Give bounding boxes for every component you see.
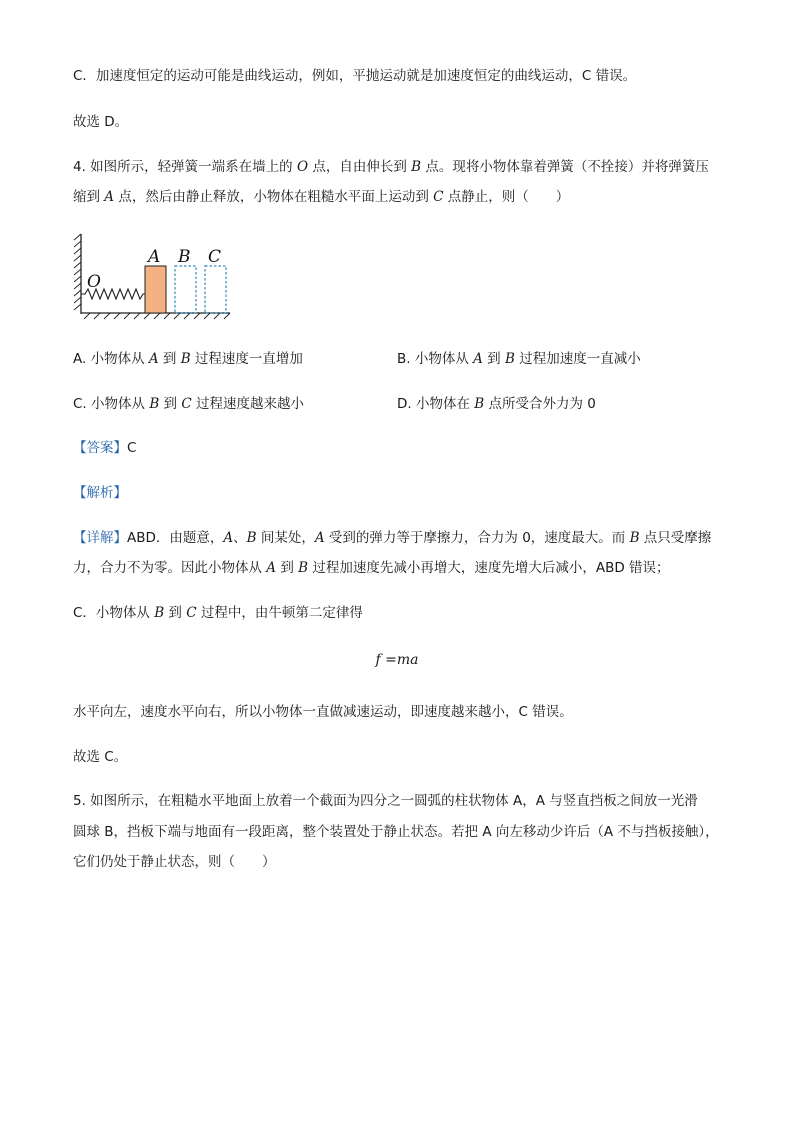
q4-stem-line2: 缩到 A 点，然后由静止释放，小物体在粗糙水平面上运动到 C 点静止，则（ ） — [73, 189, 570, 205]
q5-stem-line1: 5. 如图所示，在粗糙水平地面上放着一个截面为四分之一圆弧的柱状物体 A，A 与竖直挡板之间放一光滑 — [73, 793, 698, 809]
q4-stem-line1: 4. 如图所示，轻弹簧一端系在墙上的 O 点，自由伸长到 B 点。现将小物体靠着弹簧（不拴接）并将弹簧压 — [73, 159, 709, 175]
option-d: D. 小物体在 B 点所受合外力为 0 — [397, 396, 596, 412]
detail-line2: 力，合力不为零。因此小物体从 A 到 B 过程加速度先减小再增大，速度先增大后减小，ABD 错误； — [73, 560, 670, 576]
detail-line4: 水平向左，速度水平向右，所以小物体一直做减速运动，即速度越来越小，C 错误。 — [73, 704, 573, 720]
label-c: C — [208, 247, 222, 267]
wall — [74, 234, 81, 314]
choose-c: 故选 C。 — [73, 749, 128, 765]
option-a: A. 小物体从 A 到 B 过程速度一直增加 — [73, 351, 303, 367]
detail-line3: C．小物体从 B 到 C 过程中，由牛顿第二定律得 — [73, 605, 363, 621]
label-b: B — [178, 247, 191, 267]
label-o: O — [87, 272, 101, 292]
choose-d: 故选 D。 — [73, 114, 129, 130]
analysis-tag: 【解析】 — [73, 485, 127, 501]
answer — [73, 439, 136, 457]
option-c: C. 小物体从 B 到 C 过程速度越来越小 — [73, 396, 304, 412]
prev-option-c-explanation: C．加速度恒定的运动可能是曲线运动，例如，平抛运动就是加速度恒定的曲线运动，C 错误。 — [73, 68, 637, 84]
option-b: B. 小物体从 A 到 B 过程加速度一直减小 — [397, 351, 641, 367]
answer-value: C — [127, 440, 137, 456]
q5-stem-line2: 圆球 B，挡板下端与地面有一段距离，整个装置处于静止状态。若把 A 向左移动少许后（A 不与挡板接触）， — [73, 824, 719, 840]
label-a: A — [148, 247, 161, 267]
answer-tag: 【答案】 — [73, 440, 127, 456]
block-a — [145, 266, 166, 313]
block-b-dashed — [175, 266, 196, 313]
formula-newton: f =ma — [375, 652, 419, 668]
spring-block-figure — [72, 232, 234, 322]
detail-line1: 【详解】ABD．由题意，A、B 间某处，A 受到的弹力等于摩擦力，合力为 0，速度最大。而 B 点只受摩擦 — [73, 530, 712, 546]
q5-stem-line3: 它们仍处于静止状态，则（ ） — [73, 854, 276, 870]
ground — [81, 313, 230, 319]
block-c-dashed — [205, 266, 226, 313]
